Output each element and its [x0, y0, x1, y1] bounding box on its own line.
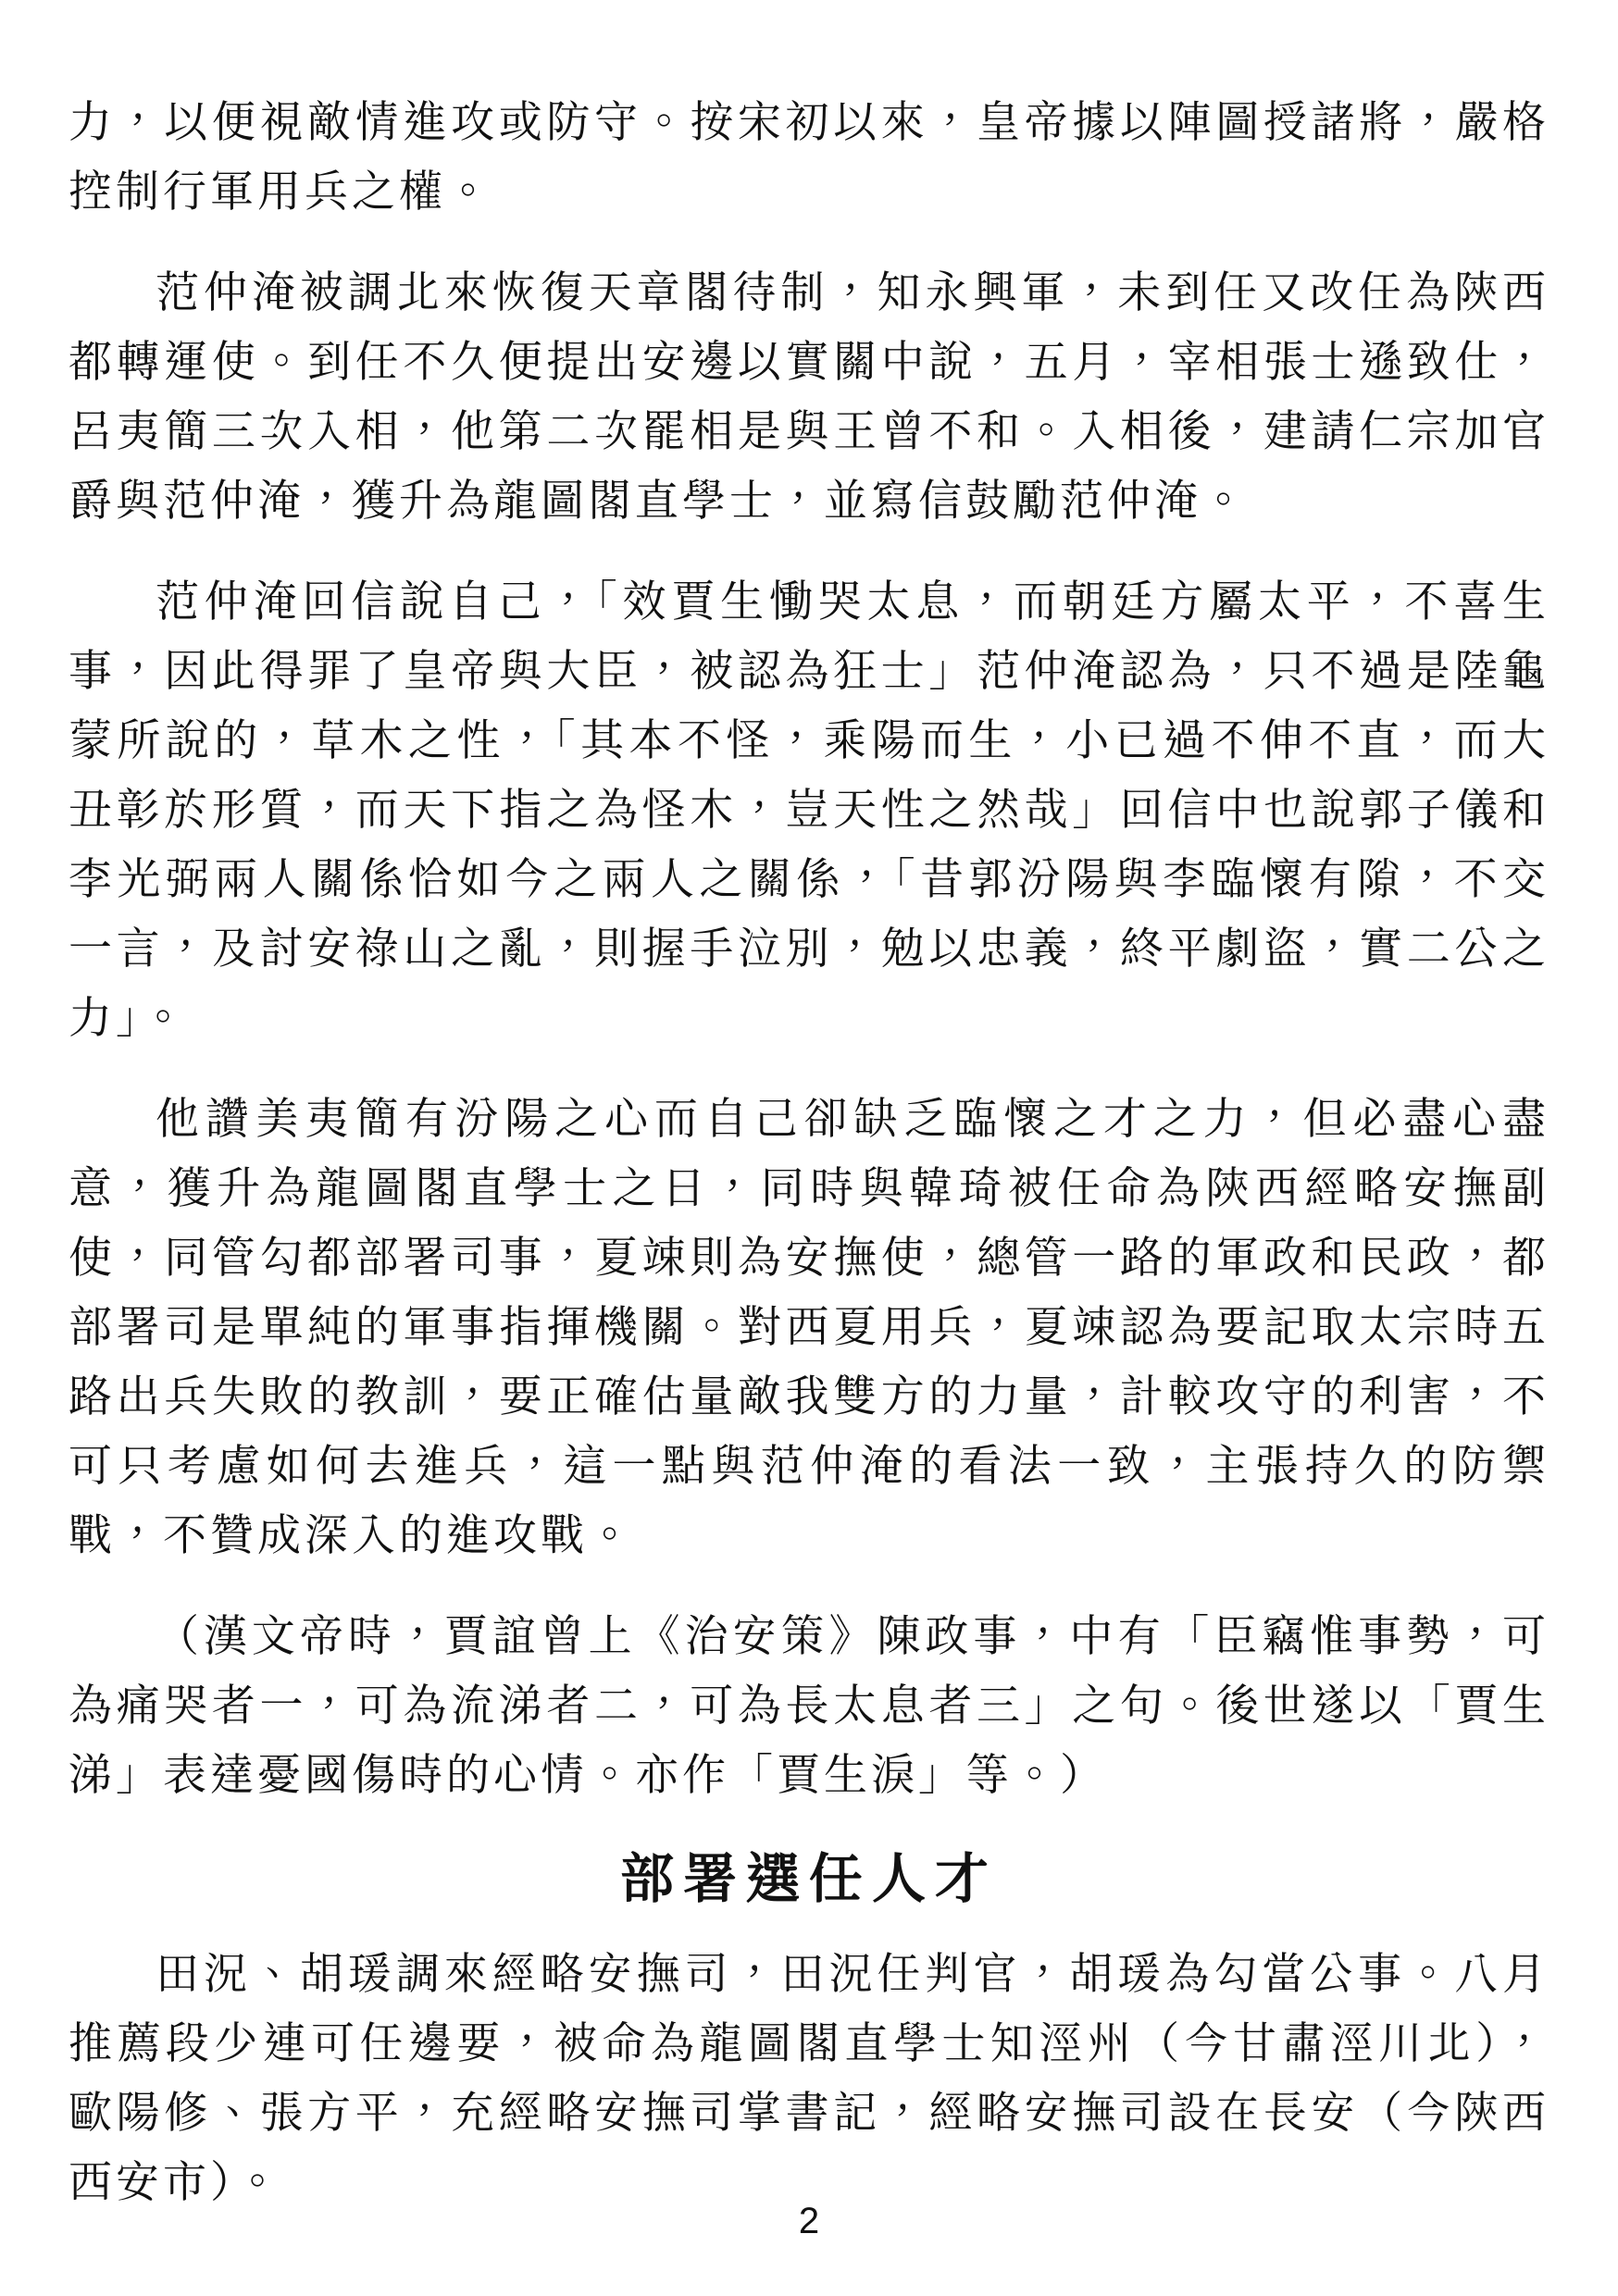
paragraph: 他讚美夷簡有汾陽之心而自己卻缺乏臨懷之才之力，但必盡心盡意，獲升為龍圖閣直學士之日，同時與韓琦被任命為陝西經略安撫副使，同管勾都部署司事，夏竦則為安撫使，總管一路的軍政和民政，都部署司是單純的軍事指揮機關。對西夏用兵，夏竦認為要記取太宗時五路出兵失敗的教訓，要正確估量敵我雙方的力量，計較攻守的利害，不可只考慮如何去進兵，這一點與范仲淹的看法一致，主張持久的防禦戰，不贊成深入的進攻戰。	[68, 1096, 1550, 1560]
paragraph: 范仲淹回信說自己，「效賈生慟哭太息，而朝廷方屬太平，不喜生事，因此得罪了皇帝與大臣，被認為狂士」范仲淹認為，只不過是陸龜蒙所說的，草木之性，「其本不怪，乘陽而生，小已過不伸不直，而大丑彰於形質，而天下指之為怪木，豈天性之然哉」回信中也說郭子儀和李光弼兩人關係恰如今之兩人之關係，「昔郭汾陽與李臨懷有隙，不交一言，及討安祿山之亂，則握手泣別，勉以忠義，終平劇盜，實二公之力」。	[68, 578, 1550, 1043]
paragraph: 范仲淹被調北來恢復天章閣待制，知永興軍，未到任又改任為陝西都轉運使。到任不久便提出安邊以實關中說，五月，宰相張士遜致仕，呂夷簡三次入相，他第二次罷相是與王曾不和。入相後，建請仁宗加官爵與范仲淹，獲升為龍圖閣直學士，並寫信鼓勵范仲淹。	[68, 269, 1550, 526]
paragraph: 田況、胡瑗調來經略安撫司，田況任判官，胡瑗為勾當公事。八月推薦段少連可任邊要，被命為龍圖閣直學士知涇州（今甘肅涇川北），歐陽修、張方平，充經略安撫司掌書記，經略安撫司設在長安（今陝西西安市）。	[68, 1951, 1550, 2207]
paragraph-parenthetical-note: （漢文帝時，賈誼曾上《治安策》陳政事，中有「臣竊惟事勢，可為痛哭者一，可為流涕者二，可為長太息者三」之句。後世遂以「賈生涕」表達憂國傷時的心情。亦作「賈生淚」等。）	[68, 1613, 1550, 1800]
paragraph-continuation: 力，以便視敵情進攻或防守。按宋初以來，皇帝據以陣圖授諸將，嚴格控制行軍用兵之權。	[68, 99, 1550, 217]
body-text	[68, 89, 1550, 2218]
section-heading: 部署選任人才	[619, 1849, 998, 1909]
page-number: 2	[798, 2201, 820, 2241]
